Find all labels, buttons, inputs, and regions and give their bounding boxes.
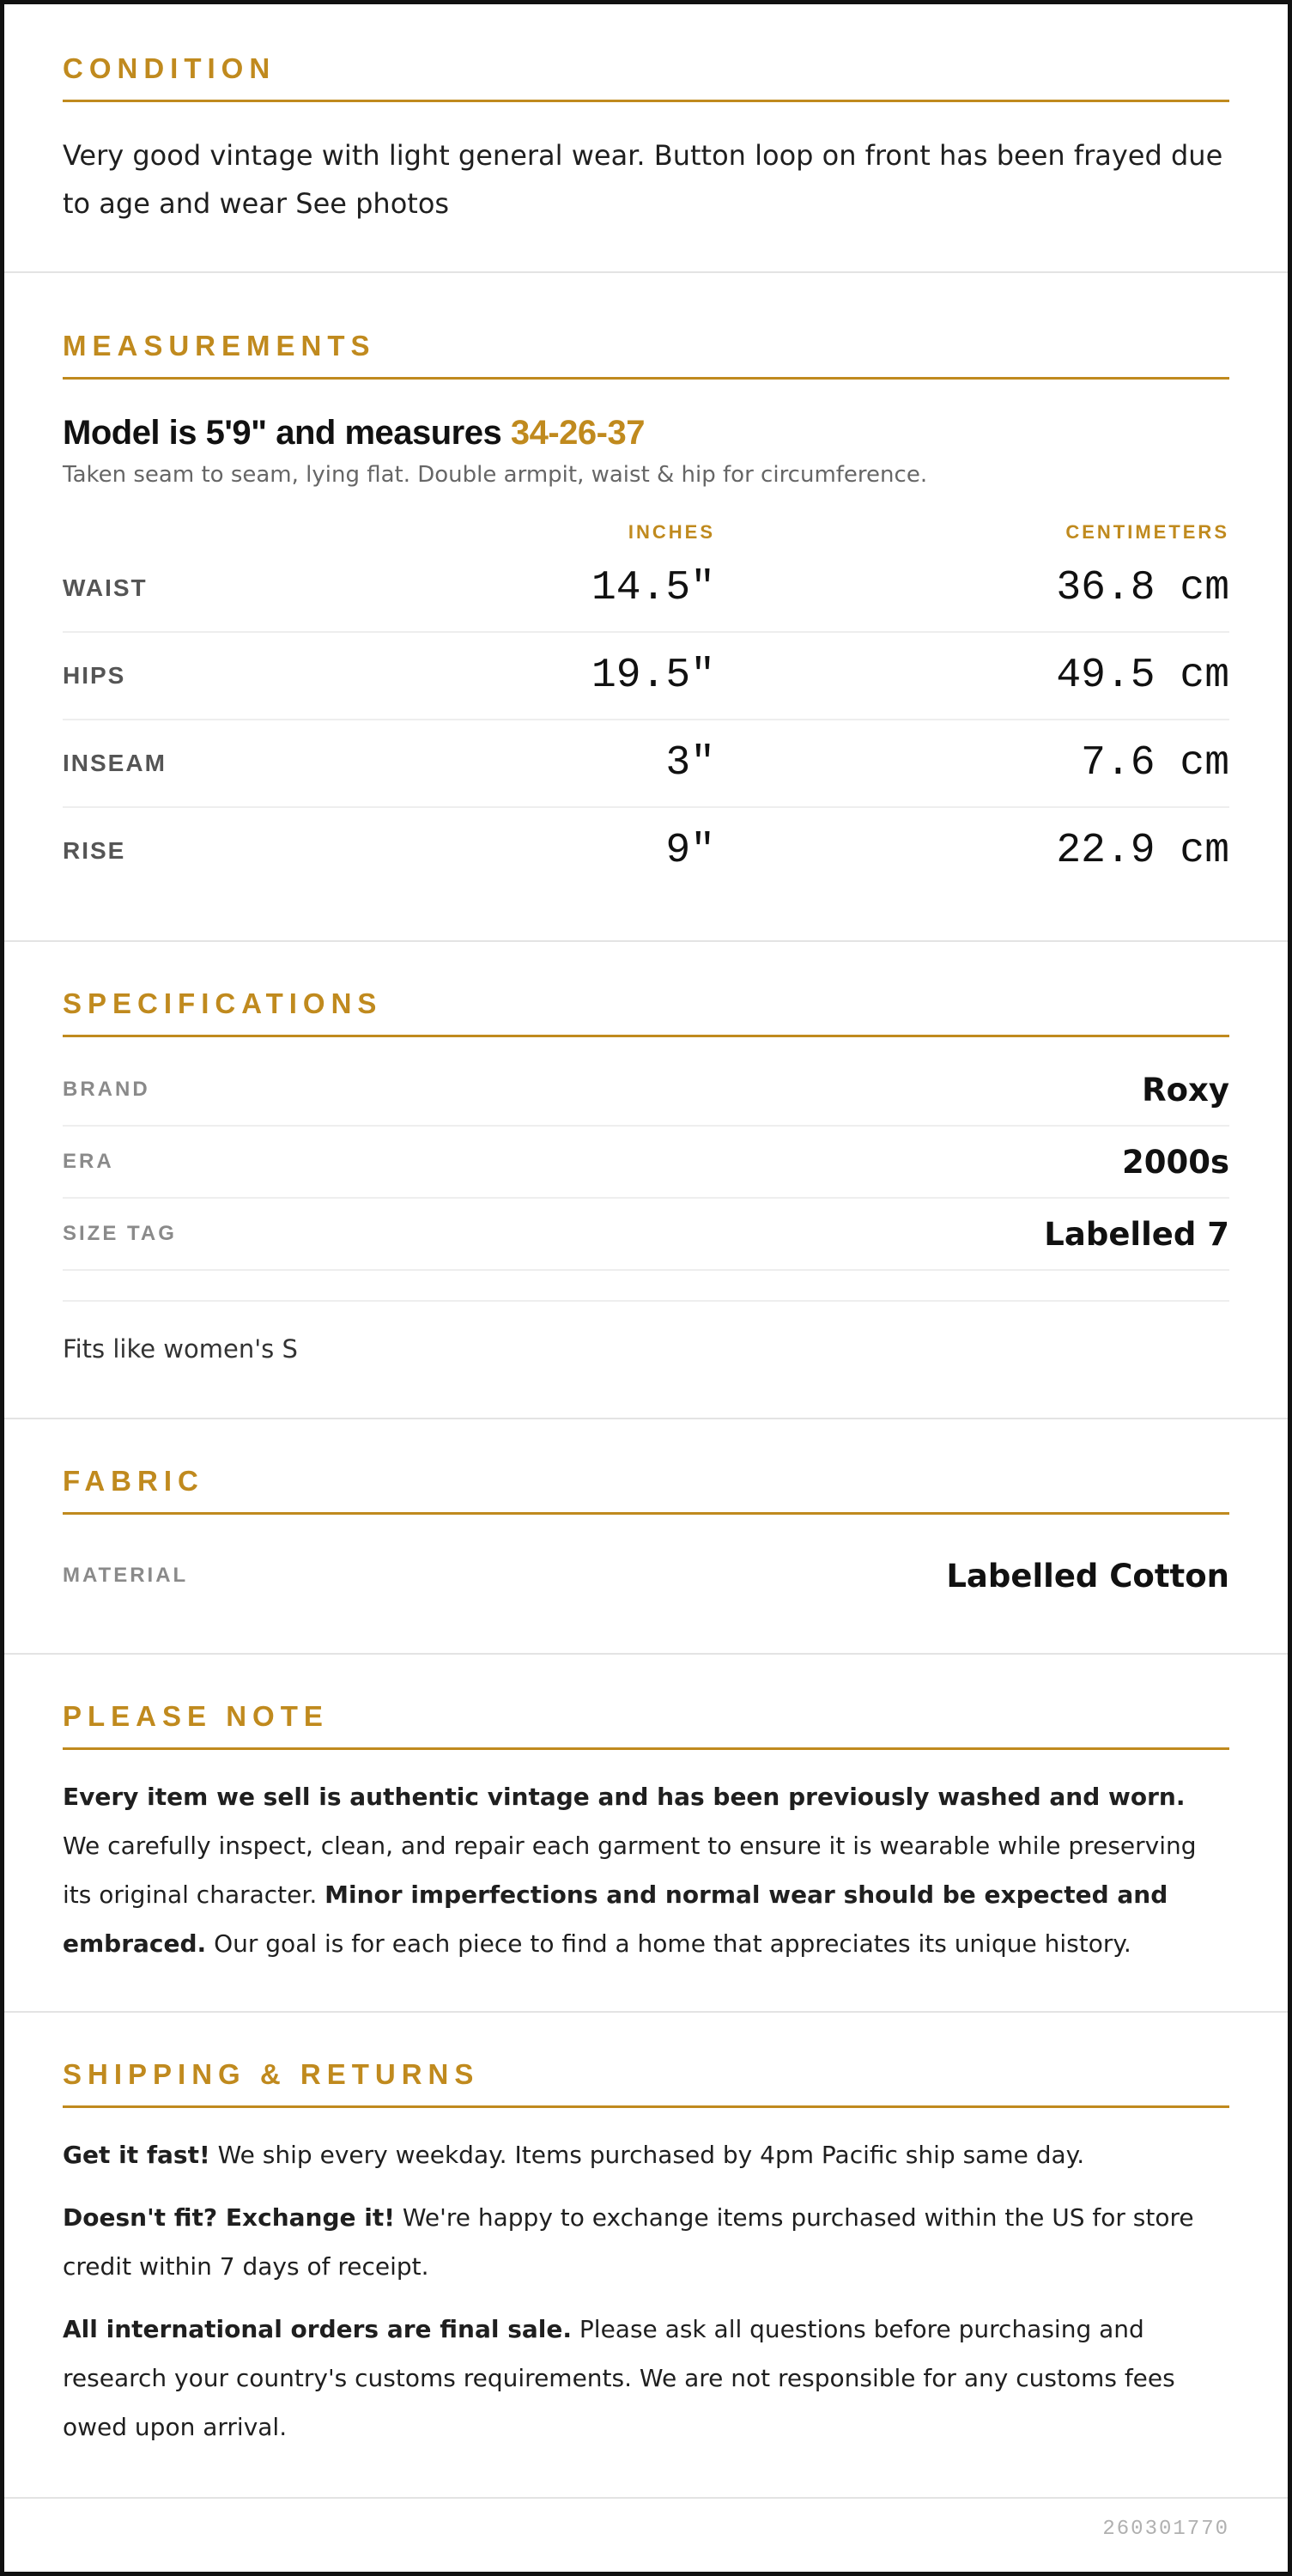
shipping-exchange <box>63 2193 1229 2291</box>
specifications-section <box>4 942 1288 1419</box>
spec-spacer-divider <box>63 1271 1229 1302</box>
shipping-fast-text: We ship every weekday. Items purchased by 4pm Pacific ship same day. <box>209 2141 1085 2169</box>
measurement-label: RISE <box>63 837 126 865</box>
note-bold-1: Every item we sell is authentic vintage and has been previously washed and worn. <box>63 1783 1186 1811</box>
measurement-row-waist <box>63 545 1229 633</box>
model-prefix: Model is 5'9" and measures <box>63 414 511 452</box>
spec-row-size-tag <box>63 1199 1229 1271</box>
measurement-row-hips <box>63 633 1229 720</box>
shipping-fast-bold: Get it fast! <box>63 2141 210 2169</box>
shipping-exchange-text: We're happy to exchange items purchased within the US for store credit within 7 days of receipt. <box>63 2203 1194 2281</box>
spec-value: 2000s <box>1121 1143 1229 1181</box>
spec-row-material <box>63 1540 1229 1611</box>
spec-value: Roxy <box>1142 1071 1229 1109</box>
measurements-table <box>63 545 1229 894</box>
measurements-divider <box>63 377 1229 380</box>
measurement-row-inseam <box>63 720 1229 808</box>
please-note-text <box>63 1772 1229 1968</box>
measurement-cm: 36.8 cm <box>1056 565 1229 612</box>
condition-section <box>4 4 1288 273</box>
please-note-title: PLEASE NOTE <box>63 1700 329 1732</box>
fit-note: Fits like women's S <box>63 1334 298 1364</box>
spec-label: ERA <box>63 1150 114 1173</box>
note-text-2: Our goal is for each piece to find a home that appreciates its unique history. <box>206 1929 1131 1958</box>
measurement-inches: 3" <box>665 740 715 787</box>
note-text-1: We carefully inspect, clean, and repair each garment to ensure it is wearable while preserving its original character. <box>63 1832 1197 1909</box>
please-note-section <box>4 1655 1288 2013</box>
measurements-section <box>4 273 1288 942</box>
measurement-inches: 14.5" <box>591 565 715 612</box>
measurement-label: INSEAM <box>63 750 167 777</box>
specifications-list <box>63 1054 1229 1302</box>
measurements-header-row <box>63 519 1229 545</box>
shipping-exchange-bold: Doesn't fit? Exchange it! <box>63 2203 395 2232</box>
shipping-international <box>63 2305 1229 2451</box>
shipping-section <box>4 2013 1288 2499</box>
model-measurements <box>63 416 1229 450</box>
spec-value: Labelled 7 <box>1044 1215 1229 1253</box>
shipping-fast <box>63 2130 1229 2179</box>
product-id-code: 260301770 <box>1102 2518 1229 2541</box>
shipping-international-bold: All international orders are final sale. <box>63 2315 573 2343</box>
measurement-cm: 22.9 cm <box>1056 828 1229 875</box>
measurement-inches: 19.5" <box>591 653 715 700</box>
inches-column-header: INCHES <box>628 521 715 544</box>
shipping-international-text: Please ask all questions before purchasing and research your country's customs requirements. We are not responsible for any customs fees owed upon arrival. <box>63 2315 1175 2441</box>
measurement-row-rise <box>63 808 1229 894</box>
spec-label: MATERIAL <box>63 1564 189 1587</box>
fabric-title: FABRIC <box>63 1465 204 1497</box>
spec-label: BRAND <box>63 1078 150 1101</box>
model-measures-value: 34-26-37 <box>510 414 645 452</box>
spec-value: Labelled Cotton <box>946 1557 1229 1595</box>
specifications-divider <box>63 1035 1229 1037</box>
fabric-divider <box>63 1512 1229 1515</box>
condition-divider <box>63 100 1229 102</box>
please-note-divider <box>63 1747 1229 1750</box>
fabric-section <box>4 1419 1288 1655</box>
measurement-inches: 9" <box>665 828 715 875</box>
condition-title: CONDITION <box>63 52 276 84</box>
spec-row-era <box>63 1127 1229 1199</box>
measurement-label: HIPS <box>63 662 126 690</box>
centimeters-column-header: CENTIMETERS <box>1065 521 1229 544</box>
spec-label: SIZE TAG <box>63 1222 177 1245</box>
measurement-note: Taken seam to seam, lying flat. Double armpit, waist & hip for circumference. <box>63 462 928 488</box>
shipping-divider <box>63 2105 1229 2108</box>
specifications-title: SPECIFICATIONS <box>63 987 383 1019</box>
measurement-label: WAIST <box>63 574 148 602</box>
measurements-title: MEASUREMENTS <box>63 330 376 361</box>
shipping-title: SHIPPING & RETURNS <box>63 2058 480 2090</box>
note-bold-2: Minor imperfections and normal wear should be expected and embraced. <box>63 1880 1168 1958</box>
measurement-cm: 49.5 cm <box>1056 653 1229 700</box>
spec-row-brand <box>63 1054 1229 1127</box>
measurement-cm: 7.6 cm <box>1081 740 1229 787</box>
condition-text: Very good vintage with light general wear. Button loop on front has been frayed due to age and wear See photos <box>63 139 1223 220</box>
